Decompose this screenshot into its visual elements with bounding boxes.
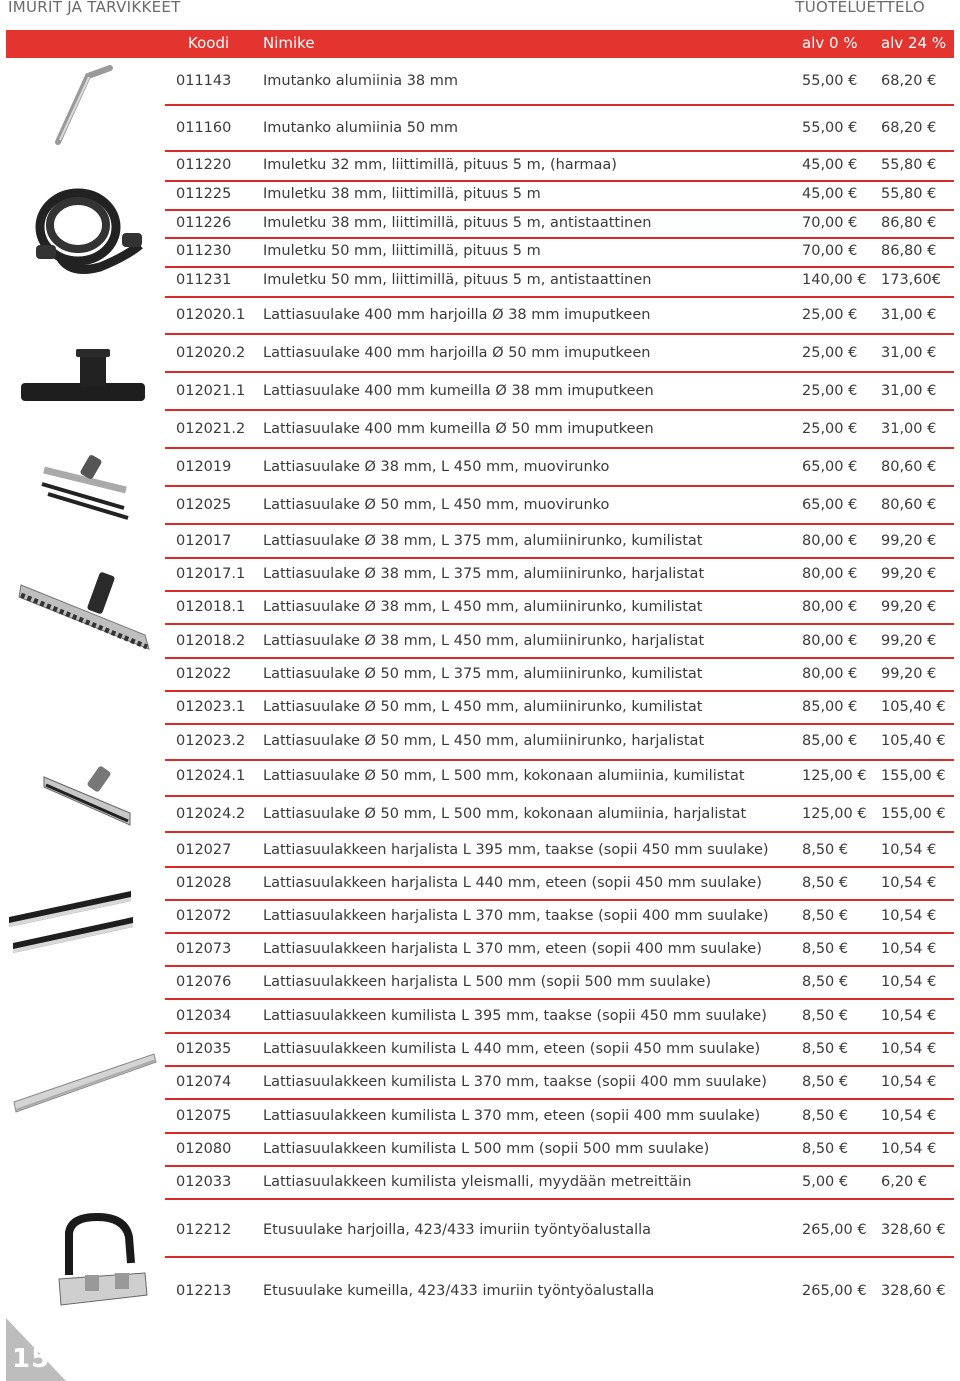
product-name: Imuletku 32 mm, liittimillä, pituus 5 m, (harmaa) [263, 157, 617, 173]
plastic-floor-nozzle-image [38, 450, 133, 522]
product-code: 012073 [176, 941, 232, 957]
row-divider [165, 409, 954, 411]
price-alv24: 155,00 € [881, 768, 946, 784]
price-alv24: 105,40 € [881, 733, 946, 749]
row-divider [165, 590, 954, 592]
product-code: 012020.2 [176, 345, 246, 361]
product-code: 012017.1 [176, 566, 246, 582]
product-code: 012033 [176, 1174, 232, 1190]
price-alv24: 31,00 € [881, 383, 937, 399]
product-code: 012024.1 [176, 768, 246, 784]
product-code: 011143 [176, 73, 232, 89]
table-row [0, 157, 960, 177]
price-alv24: 80,60 € [881, 459, 937, 475]
product-name: Lattiasuulake Ø 50 mm, L 450 mm, muovirunko [263, 497, 610, 513]
column-header-name: Nimike [263, 34, 315, 52]
price-alv0: 25,00 € [802, 383, 858, 399]
row-divider [165, 657, 954, 659]
aluminium-floor-nozzle-image [15, 565, 155, 665]
product-code: 012072 [176, 908, 232, 924]
product-name: Lattiasuulakkeen kumilista yleismalli, myydään metreittäin [263, 1174, 692, 1190]
product-name: Lattiasuulakkeen harjalista L 440 mm, eteen (sopii 450 mm suulake) [263, 875, 762, 891]
product-name: Lattiasuulakkeen harjalista L 500 mm (sopii 500 mm suulake) [263, 974, 711, 990]
product-code: 012075 [176, 1108, 232, 1124]
product-name: Lattiasuulakkeen harjalista L 395 mm, taakse (sopii 450 mm suulake) [263, 842, 769, 858]
price-alv24: 10,54 € [881, 974, 937, 990]
product-code: 011230 [176, 243, 232, 259]
price-alv24: 31,00 € [881, 307, 937, 323]
row-divider [165, 1132, 954, 1134]
product-name: Imuletku 50 mm, liittimillä, pituus 5 m [263, 243, 541, 259]
price-alv0: 8,50 € [802, 941, 849, 957]
price-alv0: 55,00 € [802, 120, 858, 136]
price-alv24: 86,80 € [881, 215, 937, 231]
price-alv0: 8,50 € [802, 1008, 849, 1024]
product-name: Lattiasuulake Ø 38 mm, L 375 mm, alumiinirunko, kumilistat [263, 533, 703, 549]
column-header-code: Koodi [188, 34, 230, 52]
table-row [0, 941, 960, 961]
product-code: 012035 [176, 1041, 232, 1057]
product-name: Etusuulake harjoilla, 423/433 imuriin työntyöalustalla [263, 1222, 652, 1238]
product-name: Lattiasuulakkeen kumilista L 370 mm, taakse (sopii 400 mm suulake) [263, 1074, 767, 1090]
table-row [0, 497, 960, 517]
price-alv0: 45,00 € [802, 157, 858, 173]
price-alv24: 10,54 € [881, 1008, 937, 1024]
price-alv24: 173,60€ [881, 272, 941, 288]
product-name: Lattiasuulake 400 mm kumeilla Ø 38 mm imuputkeen [263, 383, 654, 399]
row-divider [165, 209, 954, 211]
price-alv0: 8,50 € [802, 1041, 849, 1057]
product-code: 012021.2 [176, 421, 246, 437]
row-divider [165, 690, 954, 692]
price-alv24: 99,20 € [881, 533, 937, 549]
section-title: IMURIT JA TARVIKKEET [8, 0, 181, 16]
row-divider [165, 180, 954, 182]
catalog-title: TUOTELUETTELO [795, 0, 925, 16]
product-code: 012212 [176, 1222, 232, 1238]
row-divider [165, 723, 954, 725]
row-divider [165, 1165, 954, 1167]
price-alv0: 80,00 € [802, 533, 858, 549]
product-name: Lattiasuulake Ø 50 mm, L 500 mm, kokonaan alumiinia, harjalistat [263, 806, 747, 822]
price-alv24: 99,20 € [881, 666, 937, 682]
table-row [0, 1008, 960, 1028]
price-alv0: 85,00 € [802, 699, 858, 715]
floor-nozzle-image [18, 345, 148, 410]
price-alv24: 10,54 € [881, 842, 937, 858]
product-name: Etusuulake kumeilla, 423/433 imuriin työntyöalustalla [263, 1283, 655, 1299]
product-name: Imutanko alumiinia 50 mm [263, 120, 459, 136]
price-alv0: 5,00 € [802, 1174, 849, 1190]
price-alv0: 8,50 € [802, 842, 849, 858]
product-code: 012019 [176, 459, 232, 475]
table-row [0, 421, 960, 441]
table-row [0, 842, 960, 862]
price-alv0: 80,00 € [802, 599, 858, 615]
row-divider [165, 104, 954, 106]
price-alv24: 10,54 € [881, 875, 937, 891]
price-alv24: 86,80 € [881, 243, 937, 259]
product-code: 011225 [176, 186, 232, 202]
row-divider [165, 447, 954, 449]
row-divider [165, 965, 954, 967]
price-alv0: 125,00 € [802, 768, 867, 784]
product-code: 012020.1 [176, 307, 246, 323]
product-code: 012024.2 [176, 806, 246, 822]
table-row [0, 733, 960, 753]
price-alv0: 65,00 € [802, 459, 858, 475]
price-alv0: 25,00 € [802, 421, 858, 437]
row-divider [165, 557, 954, 559]
row-divider [165, 371, 954, 373]
product-name: Lattiasuulake Ø 50 mm, L 500 mm, kokonaan alumiinia, kumilistat [263, 768, 745, 784]
product-name: Lattiasuulake Ø 50 mm, L 450 mm, alumiinirunko, harjalistat [263, 733, 705, 749]
price-alv0: 80,00 € [802, 666, 858, 682]
row-divider [165, 523, 954, 525]
product-name: Lattiasuulakkeen kumilista L 500 mm (sopii 500 mm suulake) [263, 1141, 710, 1157]
price-alv0: 125,00 € [802, 806, 867, 822]
row-divider [165, 623, 954, 625]
rubber-strip-image [10, 1048, 158, 1120]
product-name: Imutanko alumiinia 38 mm [263, 73, 459, 89]
price-alv0: 140,00 € [802, 272, 867, 288]
row-divider [165, 1198, 954, 1200]
row-divider [165, 866, 954, 868]
product-name: Lattiasuulake 400 mm kumeilla Ø 50 mm imuputkeen [263, 421, 654, 437]
row-divider [165, 998, 954, 1000]
price-alv24: 10,54 € [881, 1141, 937, 1157]
suction-hose-image [30, 175, 148, 285]
price-alv0: 8,50 € [802, 1108, 849, 1124]
product-code: 012017 [176, 533, 232, 549]
price-alv0: 70,00 € [802, 215, 858, 231]
price-alv0: 45,00 € [802, 186, 858, 202]
price-alv24: 10,54 € [881, 1041, 937, 1057]
row-divider [165, 831, 954, 833]
product-code: 012023.1 [176, 699, 246, 715]
product-code: 012018.1 [176, 599, 246, 615]
row-divider [165, 266, 954, 268]
brush-strips-image [5, 885, 135, 955]
price-alv24: 328,60 € [881, 1222, 946, 1238]
price-alv0: 25,00 € [802, 307, 858, 323]
product-name: Imuletku 38 mm, liittimillä, pituus 5 m, antistaattinen [263, 215, 652, 231]
product-name: Imuletku 38 mm, liittimillä, pituus 5 m [263, 186, 541, 202]
product-code: 012076 [176, 974, 232, 990]
table-row [0, 533, 960, 553]
product-code: 012022 [176, 666, 232, 682]
table-row [0, 974, 960, 994]
product-name: Lattiasuulakkeen harjalista L 370 mm, taakse (sopii 400 mm suulake) [263, 908, 769, 924]
price-alv0: 80,00 € [802, 633, 858, 649]
table-row [0, 768, 960, 788]
product-code: 012027 [176, 842, 232, 858]
row-divider [165, 150, 954, 152]
price-alv24: 99,20 € [881, 566, 937, 582]
row-divider [165, 932, 954, 934]
price-alv0: 80,00 € [802, 566, 858, 582]
product-name: Imuletku 50 mm, liittimillä, pituus 5 m, antistaattinen [263, 272, 652, 288]
product-code: 012023.2 [176, 733, 246, 749]
product-name: Lattiasuulake 400 mm harjoilla Ø 50 mm imuputkeen [263, 345, 651, 361]
row-divider [165, 485, 954, 487]
table-row [0, 699, 960, 719]
price-alv24: 68,20 € [881, 73, 937, 89]
product-name: Lattiasuulakkeen kumilista L 395 mm, taakse (sopii 450 mm suulake) [263, 1008, 767, 1024]
product-name: Lattiasuulake 400 mm harjoilla Ø 38 mm imuputkeen [263, 307, 651, 323]
price-alv24: 55,80 € [881, 186, 937, 202]
price-alv0: 8,50 € [802, 1074, 849, 1090]
product-code: 012080 [176, 1141, 232, 1157]
price-alv24: 6,20 € [881, 1174, 928, 1190]
product-code: 012213 [176, 1283, 232, 1299]
product-name: Lattiasuulake Ø 38 mm, L 375 mm, alumiinirunko, harjalistat [263, 566, 705, 582]
price-alv24: 68,20 € [881, 120, 937, 136]
price-alv0: 8,50 € [802, 974, 849, 990]
row-divider [165, 795, 954, 797]
product-code: 011231 [176, 272, 232, 288]
table-row [0, 120, 960, 140]
price-alv24: 10,54 € [881, 941, 937, 957]
price-alv0: 8,50 € [802, 908, 849, 924]
product-code: 012021.1 [176, 383, 246, 399]
table-row [0, 73, 960, 93]
row-divider [165, 899, 954, 901]
price-alv24: 55,80 € [881, 157, 937, 173]
row-divider [165, 1098, 954, 1100]
price-alv24: 31,00 € [881, 421, 937, 437]
price-alv24: 155,00 € [881, 806, 946, 822]
price-alv0: 25,00 € [802, 345, 858, 361]
row-divider [165, 333, 954, 335]
price-alv0: 70,00 € [802, 243, 858, 259]
table-row [0, 806, 960, 826]
price-alv24: 328,60 € [881, 1283, 946, 1299]
price-alv24: 10,54 € [881, 1074, 937, 1090]
product-name: Lattiasuulake Ø 38 mm, L 450 mm, muovirunko [263, 459, 610, 475]
product-name: Lattiasuulakkeen harjalista L 370 mm, eteen (sopii 400 mm suulake) [263, 941, 762, 957]
table-row [0, 307, 960, 327]
table-row [0, 875, 960, 895]
column-header-alv24: alv 24 % [881, 34, 947, 52]
table-row [0, 1174, 960, 1194]
price-alv0: 85,00 € [802, 733, 858, 749]
product-name: Lattiasuulakkeen kumilista L 440 mm, eteen (sopii 450 mm suulake) [263, 1041, 761, 1057]
product-name: Lattiasuulake Ø 38 mm, L 450 mm, alumiinirunko, harjalistat [263, 633, 705, 649]
row-divider [165, 759, 954, 761]
table-row [0, 908, 960, 928]
price-alv0: 8,50 € [802, 875, 849, 891]
product-name: Lattiasuulakkeen kumilista L 370 mm, eteen (sopii 400 mm suulake) [263, 1108, 761, 1124]
product-name: Lattiasuulake Ø 38 mm, L 450 mm, alumiinirunko, kumilistat [263, 599, 703, 615]
row-divider [165, 296, 954, 298]
row-divider [165, 1032, 954, 1034]
row-divider [165, 1065, 954, 1067]
price-alv24: 80,60 € [881, 497, 937, 513]
price-alv0: 265,00 € [802, 1222, 867, 1238]
price-alv24: 105,40 € [881, 699, 946, 715]
table-row [0, 1141, 960, 1161]
column-header-alv0: alv 0 % [802, 34, 858, 52]
price-alv0: 55,00 € [802, 73, 858, 89]
price-alv24: 99,20 € [881, 633, 937, 649]
product-code: 011220 [176, 157, 232, 173]
price-alv24: 10,54 € [881, 908, 937, 924]
product-code: 012074 [176, 1074, 232, 1090]
price-alv0: 8,50 € [802, 1141, 849, 1157]
product-name: Lattiasuulake Ø 50 mm, L 450 mm, alumiinirunko, kumilistat [263, 699, 703, 715]
product-name: Lattiasuulake Ø 50 mm, L 375 mm, alumiinirunko, kumilistat [263, 666, 703, 682]
product-code: 012028 [176, 875, 232, 891]
row-divider [165, 237, 954, 239]
front-nozzle-image [55, 1213, 150, 1313]
product-code: 012018.2 [176, 633, 246, 649]
product-code: 011160 [176, 120, 232, 136]
full-aluminium-floor-nozzle-image [40, 765, 135, 830]
product-code: 012025 [176, 497, 232, 513]
price-alv24: 10,54 € [881, 1108, 937, 1124]
page-number: 15 [12, 1344, 51, 1374]
price-alv24: 31,00 € [881, 345, 937, 361]
table-row [0, 459, 960, 479]
table-row [0, 666, 960, 686]
price-alv0: 65,00 € [802, 497, 858, 513]
product-code: 012034 [176, 1008, 232, 1024]
row-divider [165, 1256, 954, 1258]
price-alv24: 99,20 € [881, 599, 937, 615]
suction-tube-image [48, 62, 118, 150]
product-code: 011226 [176, 215, 232, 231]
price-alv0: 265,00 € [802, 1283, 867, 1299]
